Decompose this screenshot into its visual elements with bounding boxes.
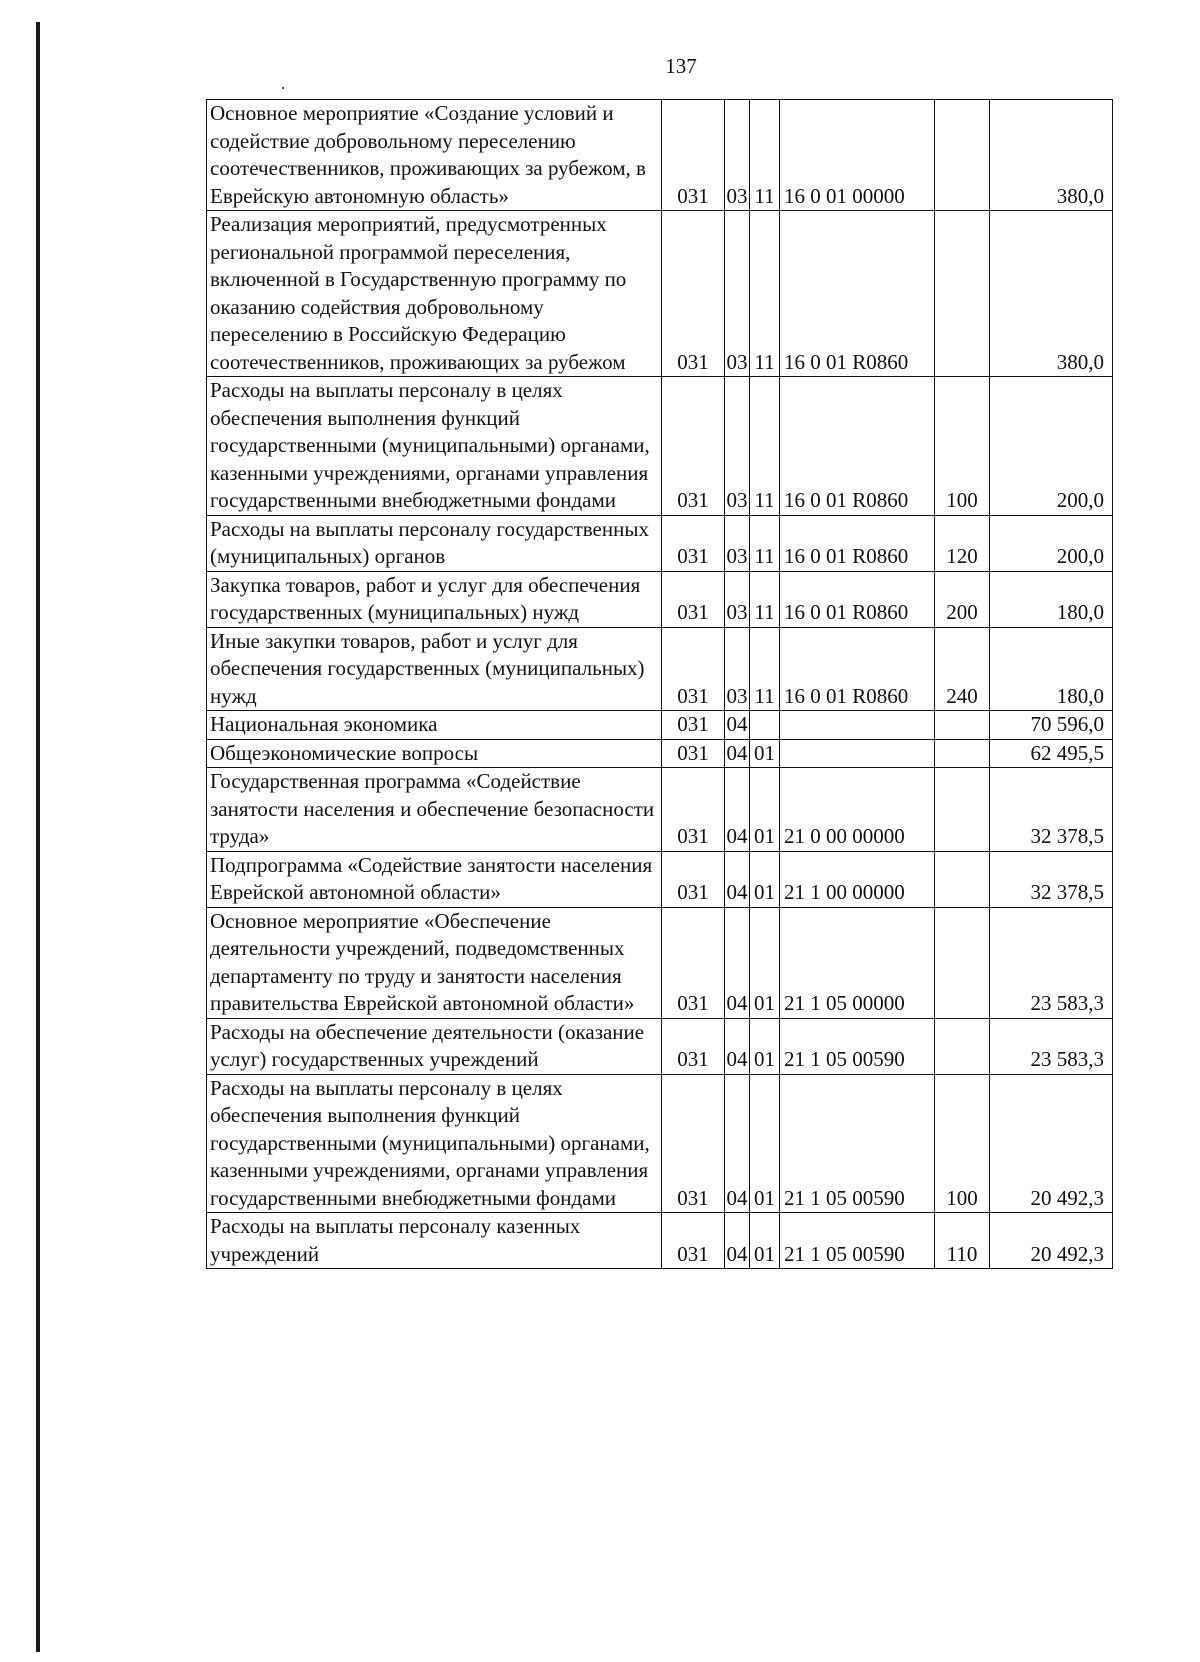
expense-type-cell (935, 739, 990, 768)
amount-cell: 62 495,5 (990, 739, 1113, 768)
expense-name-cell: Национальная экономика (207, 711, 662, 740)
ministry-code-cell: 031 (662, 377, 725, 516)
amount-cell: 32 378,5 (990, 768, 1113, 852)
table-row (207, 515, 1113, 571)
expense-type-cell (935, 711, 990, 740)
ministry-code-cell: 031 (662, 1074, 725, 1213)
expense-name-cell: Основное мероприятие «Создание условий и содействие добровольному переселению соотечественников, проживающих за рубежом, в Еврейскую автономную область» (207, 100, 662, 211)
amount-cell: 180,0 (990, 571, 1113, 627)
subsection-code-cell: 11 (750, 515, 780, 571)
subsection-code-cell: 01 (750, 851, 780, 907)
amount-cell: 70 596,0 (990, 711, 1113, 740)
expense-type-cell (935, 851, 990, 907)
table-row (207, 1213, 1113, 1269)
ministry-code-cell: 031 (662, 515, 725, 571)
expense-type-cell: 100 (935, 1074, 990, 1213)
expense-type-cell (935, 211, 990, 377)
table-row (207, 100, 1113, 211)
ministry-code-cell: 031 (662, 768, 725, 852)
subsection-code-cell: 01 (750, 1074, 780, 1213)
target-article-cell (780, 739, 935, 768)
table-row (207, 768, 1113, 852)
table-row (207, 1074, 1113, 1213)
table-row (207, 711, 1113, 740)
expense-name-cell: Расходы на обеспечение деятельности (оказание услуг) государственных учреждений (207, 1018, 662, 1074)
target-article-cell: 16 0 01 R0860 (780, 627, 935, 711)
section-code-cell: 04 (725, 1074, 750, 1213)
amount-cell: 380,0 (990, 100, 1113, 211)
subsection-code-cell (750, 711, 780, 740)
expense-type-cell (935, 907, 990, 1018)
target-article-cell: 21 1 05 00000 (780, 907, 935, 1018)
table-row (207, 211, 1113, 377)
section-code-cell: 03 (725, 100, 750, 211)
ministry-code-cell: 031 (662, 739, 725, 768)
amount-cell: 32 378,5 (990, 851, 1113, 907)
subsection-code-cell: 11 (750, 571, 780, 627)
expense-name-cell: Расходы на выплаты персоналу в целях обеспечения выполнения функций государственными (муниципальными) органами, казенными учреждениями, органами управления государственными внебюджетными фондами (207, 377, 662, 516)
subsection-code-cell: 11 (750, 377, 780, 516)
section-code-cell: 04 (725, 768, 750, 852)
subsection-code-cell: 11 (750, 627, 780, 711)
amount-cell: 20 492,3 (990, 1074, 1113, 1213)
page-number: 137 (665, 54, 697, 78)
amount-cell: 380,0 (990, 211, 1113, 377)
target-article-cell: 21 1 05 00590 (780, 1074, 935, 1213)
amount-cell: 20 492,3 (990, 1213, 1113, 1269)
expense-type-cell: 200 (935, 571, 990, 627)
amount-cell: 200,0 (990, 377, 1113, 516)
target-article-cell: 16 0 01 00000 (780, 100, 935, 211)
expense-name-cell: Закупка товаров, работ и услуг для обеспечения государственных (муниципальных) нужд (207, 571, 662, 627)
section-code-cell: 04 (725, 739, 750, 768)
section-code-cell: 04 (725, 711, 750, 740)
expense-type-cell (935, 1018, 990, 1074)
section-code-cell: 04 (725, 1213, 750, 1269)
subsection-code-cell: 11 (750, 211, 780, 377)
section-code-cell: 03 (725, 571, 750, 627)
target-article-cell: 21 1 05 00590 (780, 1213, 935, 1269)
budget-table (206, 99, 1113, 1269)
section-code-cell: 04 (725, 1018, 750, 1074)
expense-type-cell: 120 (935, 515, 990, 571)
expense-name-cell: Государственная программа «Содействие занятости населения и обеспечение безопасности труда» (207, 768, 662, 852)
section-code-cell: 03 (725, 515, 750, 571)
table-row (207, 571, 1113, 627)
ministry-code-cell: 031 (662, 627, 725, 711)
table-row (207, 1018, 1113, 1074)
target-article-cell (780, 711, 935, 740)
target-article-cell: 16 0 01 R0860 (780, 211, 935, 377)
subsection-code-cell: 01 (750, 907, 780, 1018)
target-article-cell: 16 0 01 R0860 (780, 515, 935, 571)
budget-table-body (207, 100, 1113, 1269)
table-row (207, 907, 1113, 1018)
ministry-code-cell: 031 (662, 907, 725, 1018)
ministry-code-cell: 031 (662, 100, 725, 211)
amount-cell: 23 583,3 (990, 1018, 1113, 1074)
table-row (207, 627, 1113, 711)
expense-name-cell: Расходы на выплаты персоналу в целях обеспечения выполнения функций государственными (муниципальными) органами, казенными учреждениями, органами управления государственными внебюджетными фондами (207, 1074, 662, 1213)
expense-name-cell: Иные закупки товаров, работ и услуг для обеспечения государственных (муниципальных) нужд (207, 627, 662, 711)
table-row (207, 851, 1113, 907)
ministry-code-cell: 031 (662, 571, 725, 627)
expense-type-cell (935, 100, 990, 211)
subsection-code-cell: 01 (750, 739, 780, 768)
expense-name-cell: Реализация мероприятий, предусмотренных региональной программой переселения, включенной в Государственную программу по оказанию содействия добровольному переселению в Российскую Федерацию соотечественников, проживающих за рубежом (207, 211, 662, 377)
amount-cell: 23 583,3 (990, 907, 1113, 1018)
target-article-cell: 16 0 01 R0860 (780, 571, 935, 627)
amount-cell: 200,0 (990, 515, 1113, 571)
ministry-code-cell: 031 (662, 1018, 725, 1074)
section-code-cell: 03 (725, 211, 750, 377)
amount-cell: 180,0 (990, 627, 1113, 711)
section-code-cell: 03 (725, 627, 750, 711)
ministry-code-cell: 031 (662, 711, 725, 740)
section-code-cell: 04 (725, 907, 750, 1018)
expense-name-cell: Подпрограмма «Содействие занятости населения Еврейской автономной области» (207, 851, 662, 907)
subsection-code-cell: 11 (750, 100, 780, 211)
ministry-code-cell: 031 (662, 851, 725, 907)
scan-speck (282, 87, 284, 89)
table-row (207, 739, 1113, 768)
expense-name-cell: Основное мероприятие «Обеспечение деятельности учреждений, подведомственных департаменту по труду и занятости населения правительства Еврейской автономной области» (207, 907, 662, 1018)
expense-type-cell: 240 (935, 627, 990, 711)
scan-edge-line (36, 22, 40, 1652)
target-article-cell: 21 0 00 00000 (780, 768, 935, 852)
ministry-code-cell: 031 (662, 1213, 725, 1269)
expense-name-cell: Расходы на выплаты персоналу казенных учреждений (207, 1213, 662, 1269)
subsection-code-cell: 01 (750, 1018, 780, 1074)
ministry-code-cell: 031 (662, 211, 725, 377)
section-code-cell: 04 (725, 851, 750, 907)
target-article-cell: 21 1 05 00590 (780, 1018, 935, 1074)
section-code-cell: 03 (725, 377, 750, 516)
subsection-code-cell: 01 (750, 768, 780, 852)
expense-type-cell: 110 (935, 1213, 990, 1269)
target-article-cell: 21 1 00 00000 (780, 851, 935, 907)
expense-name-cell: Расходы на выплаты персоналу государственных (муниципальных) органов (207, 515, 662, 571)
table-row (207, 377, 1113, 516)
expense-type-cell (935, 768, 990, 852)
target-article-cell: 16 0 01 R0860 (780, 377, 935, 516)
subsection-code-cell: 01 (750, 1213, 780, 1269)
expense-type-cell: 100 (935, 377, 990, 516)
expense-name-cell: Общеэкономические вопросы (207, 739, 662, 768)
